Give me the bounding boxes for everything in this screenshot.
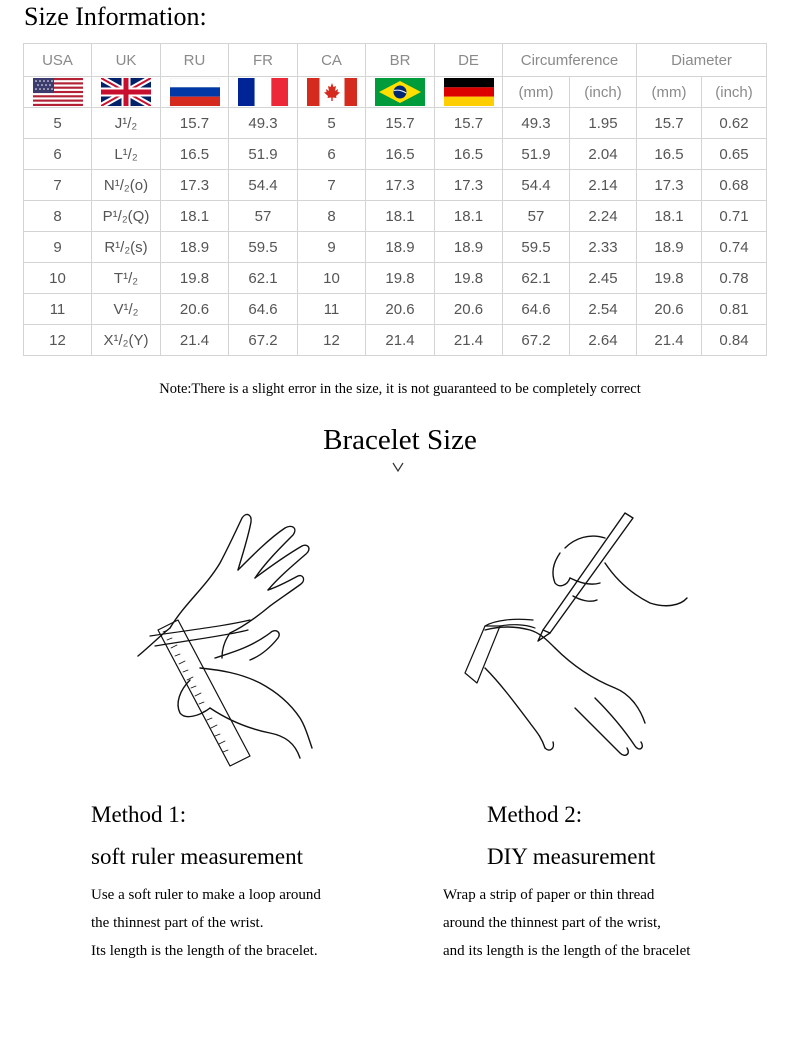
header-row	[24, 44, 767, 77]
table-cell: T¹/₂	[92, 263, 161, 294]
russia-flag-icon	[170, 78, 220, 106]
table-cell: 21.4	[637, 325, 702, 356]
header-br: BR	[366, 44, 435, 77]
table-cell: 2.04	[570, 139, 637, 170]
table-cell: 10	[298, 263, 366, 294]
table-cell: 64.6	[503, 294, 570, 325]
table-cell: 57	[503, 201, 570, 232]
table-cell: 17.3	[637, 170, 702, 201]
unit-circumference-inch: (inch)	[570, 77, 637, 108]
header-de: DE	[435, 44, 503, 77]
table-cell: 18.1	[161, 201, 229, 232]
table-cell: J¹/₂	[92, 108, 161, 139]
table-cell: 17.3	[366, 170, 435, 201]
germany-flag-icon	[444, 78, 494, 106]
table-cell: 18.1	[637, 201, 702, 232]
table-cell: 54.4	[229, 170, 298, 201]
unit-diameter-inch: (inch)	[702, 77, 767, 108]
table-cell: 2.64	[570, 325, 637, 356]
brazil-flag-icon	[375, 78, 425, 106]
table-cell: 1.95	[570, 108, 637, 139]
unit-diameter-mm: (mm)	[637, 77, 702, 108]
table-cell: 21.4	[366, 325, 435, 356]
table-cell: 20.6	[366, 294, 435, 325]
table-cell: 21.4	[435, 325, 503, 356]
table-cell: 15.7	[161, 108, 229, 139]
table-cell: 59.5	[503, 232, 570, 263]
header-circumference: Circumference	[503, 44, 637, 77]
table-cell: 67.2	[229, 325, 298, 356]
table-cell: 20.6	[161, 294, 229, 325]
table-cell: 2.14	[570, 170, 637, 201]
table-cell: 8	[24, 201, 92, 232]
header-usa: USA	[24, 44, 92, 77]
table-cell: 49.3	[229, 108, 298, 139]
page-title: Size Information:	[24, 2, 207, 31]
table-cell: 16.5	[637, 139, 702, 170]
method-1-heading: Method 1:	[91, 802, 187, 827]
table-cell: V¹/₂	[92, 294, 161, 325]
usa-flag-icon	[33, 78, 83, 106]
table-cell: 10	[24, 263, 92, 294]
table-row	[24, 139, 767, 170]
table-cell: 2.33	[570, 232, 637, 263]
table-cell: 0.62	[702, 108, 767, 139]
method-2-line-3: and its length is the length of the bracelet	[443, 943, 691, 959]
table-cell: 18.9	[435, 232, 503, 263]
method-1-line-1: Use a soft ruler to make a loop around	[91, 887, 321, 903]
table-cell: 19.8	[161, 263, 229, 294]
chevron-down-icon	[392, 462, 404, 472]
header-ca: CA	[298, 44, 366, 77]
table-cell: 57	[229, 201, 298, 232]
table-cell: 62.1	[503, 263, 570, 294]
table-cell: 0.71	[702, 201, 767, 232]
table-cell: 11	[24, 294, 92, 325]
table-cell: 17.3	[435, 170, 503, 201]
table-cell: 2.24	[570, 201, 637, 232]
table-cell: 18.1	[366, 201, 435, 232]
table-cell: 16.5	[161, 139, 229, 170]
table-cell: 15.7	[435, 108, 503, 139]
table-cell: 15.7	[637, 108, 702, 139]
section-title: Bracelet Size	[323, 424, 477, 456]
france-flag-icon	[238, 78, 288, 106]
table-cell: 18.1	[435, 201, 503, 232]
method-1-subtitle: soft ruler measurement	[91, 844, 304, 869]
table-cell: 5	[24, 108, 92, 139]
table-cell: 15.7	[366, 108, 435, 139]
table-cell: 21.4	[161, 325, 229, 356]
table-cell: 51.9	[503, 139, 570, 170]
table-cell: 9	[24, 232, 92, 263]
table-cell: L¹/₂	[92, 139, 161, 170]
table-cell: 0.74	[702, 232, 767, 263]
table-cell: 16.5	[366, 139, 435, 170]
table-row	[24, 232, 767, 263]
table-cell: 2.45	[570, 263, 637, 294]
size-table	[23, 43, 767, 356]
header-fr: FR	[229, 44, 298, 77]
uk-flag-icon	[101, 78, 151, 106]
table-cell: 62.1	[229, 263, 298, 294]
table-cell: 59.5	[229, 232, 298, 263]
method-2-line-2: around the thinnest part of the wrist,	[443, 915, 661, 931]
table-cell: 17.3	[161, 170, 229, 201]
table-row	[24, 294, 767, 325]
table-cell: X¹/₂(Y)	[92, 325, 161, 356]
method-2-line-1: Wrap a strip of paper or thin thread	[443, 887, 655, 903]
table-cell: 19.8	[435, 263, 503, 294]
table-cell: 64.6	[229, 294, 298, 325]
table-cell: 0.81	[702, 294, 767, 325]
table-cell: R¹/₂(s)	[92, 232, 161, 263]
table-row	[24, 201, 767, 232]
table-cell: 51.9	[229, 139, 298, 170]
table-cell: 0.84	[702, 325, 767, 356]
table-cell: 9	[298, 232, 366, 263]
table-cell: 18.9	[637, 232, 702, 263]
table-cell: 6	[24, 139, 92, 170]
table-cell: 0.65	[702, 139, 767, 170]
header-ru: RU	[161, 44, 229, 77]
table-cell: 20.6	[637, 294, 702, 325]
table-cell: 8	[298, 201, 366, 232]
soft-ruler-illustration	[130, 508, 400, 773]
table-cell: 20.6	[435, 294, 503, 325]
table-cell: 2.54	[570, 294, 637, 325]
table-cell: 16.5	[435, 139, 503, 170]
method-2-heading: Method 2:	[487, 802, 583, 827]
table-cell: 54.4	[503, 170, 570, 201]
table-cell: 12	[24, 325, 92, 356]
table-cell: 18.9	[366, 232, 435, 263]
paper-strip-illustration	[455, 508, 695, 773]
table-cell: P¹/₂(Q)	[92, 201, 161, 232]
table-row	[24, 325, 767, 356]
table-cell: 7	[298, 170, 366, 201]
table-cell: 19.8	[366, 263, 435, 294]
table-cell: 67.2	[503, 325, 570, 356]
table-row	[24, 263, 767, 294]
header-uk: UK	[92, 44, 161, 77]
unit-circumference-mm: (mm)	[503, 77, 570, 108]
canada-flag-icon	[307, 78, 357, 106]
header-diameter: Diameter	[637, 44, 767, 77]
table-row	[24, 170, 767, 201]
table-cell: 6	[298, 139, 366, 170]
table-cell: 5	[298, 108, 366, 139]
table-cell: N¹/₂(o)	[92, 170, 161, 201]
method-2-subtitle: DIY measurement	[487, 844, 656, 869]
size-note: Note:There is a slight error in the size, it is not guaranteed to be completely correct	[159, 381, 641, 397]
table-body	[24, 108, 767, 356]
flag-row	[24, 77, 767, 108]
method-1-line-2: the thinnest part of the wrist.	[91, 915, 264, 931]
table-cell: 7	[24, 170, 92, 201]
table-cell: 0.68	[702, 170, 767, 201]
table-cell: 49.3	[503, 108, 570, 139]
table-cell: 0.78	[702, 263, 767, 294]
method-1-line-3: Its length is the length of the bracelet.	[91, 943, 318, 959]
table-row	[24, 108, 767, 139]
table-cell: 11	[298, 294, 366, 325]
table-cell: 12	[298, 325, 366, 356]
table-cell: 19.8	[637, 263, 702, 294]
table-cell: 18.9	[161, 232, 229, 263]
